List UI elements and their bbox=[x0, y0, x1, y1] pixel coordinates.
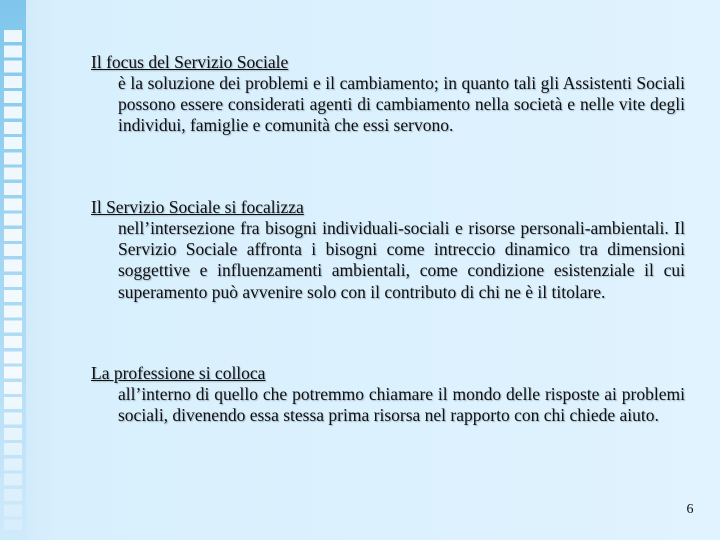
section-professione bbox=[91, 363, 685, 426]
section-body: all’interno di quello che potremmo chiamare il mondo delle risposte ai problemi sociali, divenendo essa stessa prima risorsa nel rapporto con chi chiede aiuto. bbox=[118, 384, 685, 426]
section-heading: Il focus del Servizio Sociale bbox=[91, 52, 289, 72]
section-focalizza bbox=[91, 197, 685, 303]
section-body: nell’intersezione fra bisogni individuali-sociali e risorse personali-ambientali. Il Servizio Sociale affronta i bisogni come intreccio dinamico tra dimensioni soggettive e influenzamenti ambientali, come condizione esistenziale il cui superamento può avvenire solo con il contributo di chi ne è il titolare. bbox=[118, 218, 685, 302]
section-heading: Il Servizio Sociale si focalizza bbox=[91, 197, 304, 217]
section-focus bbox=[91, 52, 685, 137]
decorative-squares bbox=[4, 30, 22, 530]
section-heading: La professione si colloca bbox=[91, 363, 266, 383]
section-body: è la soluzione dei problemi e il cambiamento; in quanto tali gli Assistenti Sociali possono essere considerati agenti di cambiamento nella società e nelle vite degli individui, famiglie e comunità che essi servono. bbox=[118, 73, 685, 136]
left-decorative-strip bbox=[0, 0, 26, 540]
page-number: 6 bbox=[686, 502, 694, 517]
